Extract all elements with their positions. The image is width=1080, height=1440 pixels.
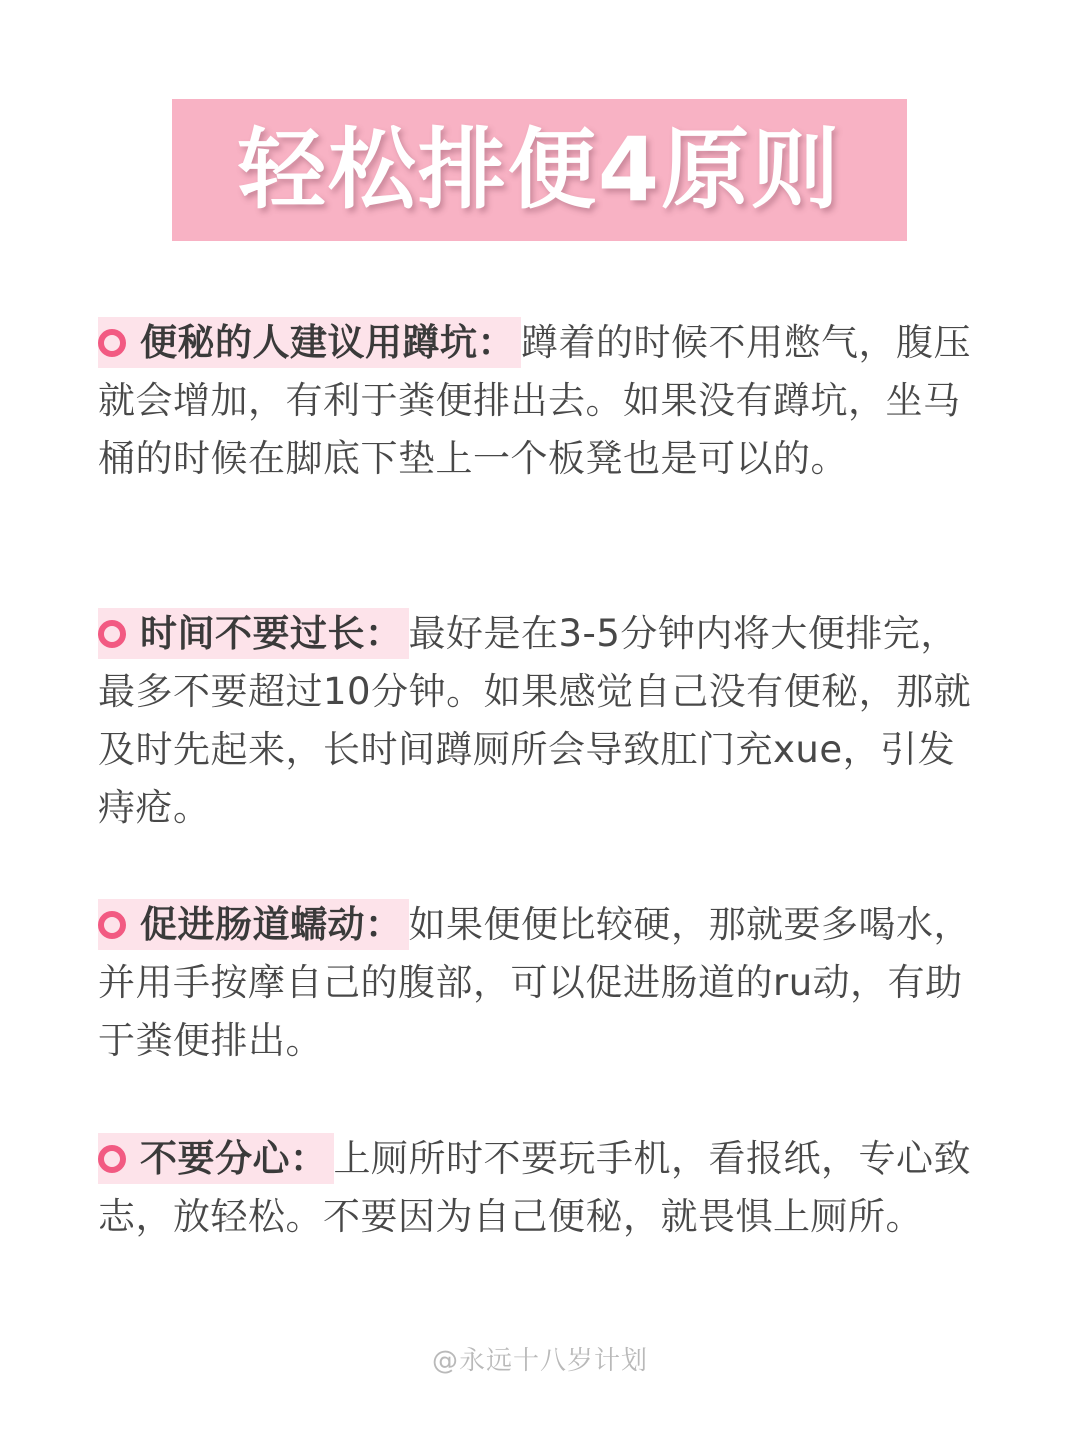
title-banner [172,99,907,241]
tip-heading-highlight [98,317,521,368]
tip-heading-highlight [98,899,409,950]
author-watermark: @永远十八岁计划 [431,1346,648,1376]
tip-heading: 便秘的人建议用蹲坑： [140,321,515,364]
circle-ring-icon [98,620,126,648]
tip-text: 蹲着的时候不用憋气，腹压就会增加，有利于粪便排出去。如果没有蹲坑，坐马桶的时候在脚底下垫上一个板凳也是可以的。 [98,321,971,480]
circle-ring-icon [98,1145,126,1173]
tip-text: 上厕所时不要玩手机，看报纸，专心致志，放轻松。不要因为自己便秘，就畏惧上厕所。 [98,1137,971,1238]
tip-section-squat [98,314,978,488]
tip-heading: 促进肠道蠕动： [140,903,403,946]
tip-section-peristalsis [98,896,978,1070]
tip-heading-highlight [98,608,409,659]
circle-ring-icon [98,329,126,357]
tip-heading-highlight [98,1133,334,1184]
tip-section-focus [98,1130,978,1246]
circle-ring-icon [98,911,126,939]
tip-heading: 时间不要过长： [140,612,403,655]
tip-text: 如果便便比较硬，那就要多喝水，并用手按摩自己的腹部，可以促进肠道的ru动，有助于粪便排出。 [98,903,971,1062]
tip-text: 最好是在3-5分钟内将大便排完，最多不要超过10分钟。如果感觉自己没有便秘，那就及时先起来，长时间蹲厕所会导致肛门充xue，引发痔疮。 [98,612,972,829]
tip-section-time [98,605,978,837]
tip-heading: 不要分心： [140,1137,328,1180]
page-title: 轻松排便4原则 [237,118,842,221]
